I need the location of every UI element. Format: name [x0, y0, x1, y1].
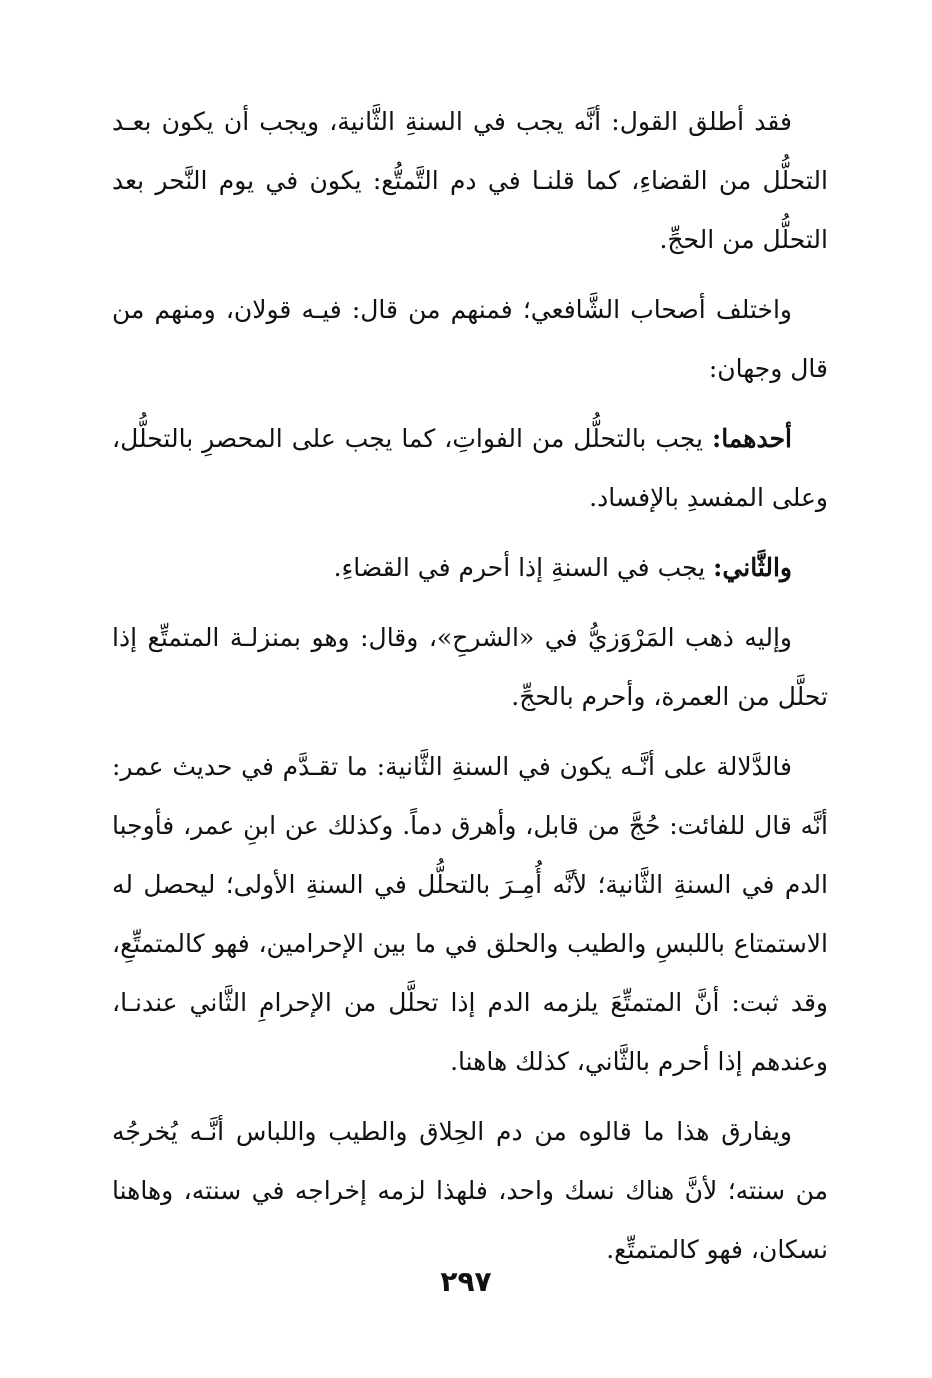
paragraph-7-text: ويفارق هذا ما قالوه من دم الحِلاق والطيب واللباس أنَّـه يُخرجُه من سنته؛ لأنَّ هناك نسك واحد، فلهذا لزمه إخراجه في سنته، وهاهنا نسكان، فهو كالمتمتِّع.: [112, 1117, 828, 1264]
paragraph-5: [112, 608, 828, 726]
paragraph-6: [112, 737, 828, 1091]
paragraph-3-lead: أحدهما:: [712, 424, 793, 453]
page-body: [112, 92, 828, 1290]
paragraph-2-text: واختلف أصحاب الشَّافعي؛ فمنهم من قال: فيـه قولان، ومنهم من قال وجهان:: [112, 295, 828, 383]
paragraph-5-text: وإليه ذهب المَرْوَزيُّ في «الشرحِ»، وقال: وهو بمنزلـة المتمتِّع إذا تحلَّل من العمرة، وأحرم بالحجِّ.: [112, 623, 828, 711]
paragraph-3: [112, 409, 828, 527]
paragraph-7: [112, 1102, 828, 1279]
paragraph-6-text: فالدَّلالة على أنَّـه يكون في السنةِ الثَّانية: ما تقـدَّم في حديث عمر: أنَّه قال للفائت: حُجَّ من قابل، وأهرق دماً. وكذلك عن ابنِ عمر، فأوجبا الدم في السنةِ الثَّانية؛ لأنَّه أُمِـرَ بالتحلُّل في السنةِ الأولى؛ ليحصل له الاستمتاع باللبسِ والطيب والحلق في ما بين الإحرامين، فهو كالمتمتِّعِ، وقد ثبت: أنَّ المتمتِّعَ يلزمه الدم إذا تحلَّل من الإحرامِ الثَّاني عندنـا، وعندهم إذا أحرم بالثَّاني، كذلك هاهنا.: [112, 752, 828, 1076]
paragraph-4-text: يجب في السنةِ إذا أحرم في القضاءِ.: [333, 553, 706, 582]
page-number: ٢٩٧: [440, 1265, 492, 1298]
paragraph-4: [112, 538, 828, 597]
paragraph-1-text: فقد أطلق القول: أنَّه يجب في السنةِ الثَّانية، ويجب أن يكون بعـد التحلُّل من القضاءِ، كما قلنـا في دم التَّمتُّع: يكون في يوم النَّحر بعد التحلُّل من الحجِّ.: [112, 107, 828, 254]
paragraph-4-lead: والثَّاني:: [713, 553, 792, 582]
paragraph-2: [112, 280, 828, 398]
paragraph-3-text: يجب بالتحلُّل من الفواتِ، كما يجب على المحصرِ بالتحلُّل، وعلى المفسدِ بالإفساد.: [112, 424, 828, 512]
paragraph-1: [112, 92, 828, 269]
